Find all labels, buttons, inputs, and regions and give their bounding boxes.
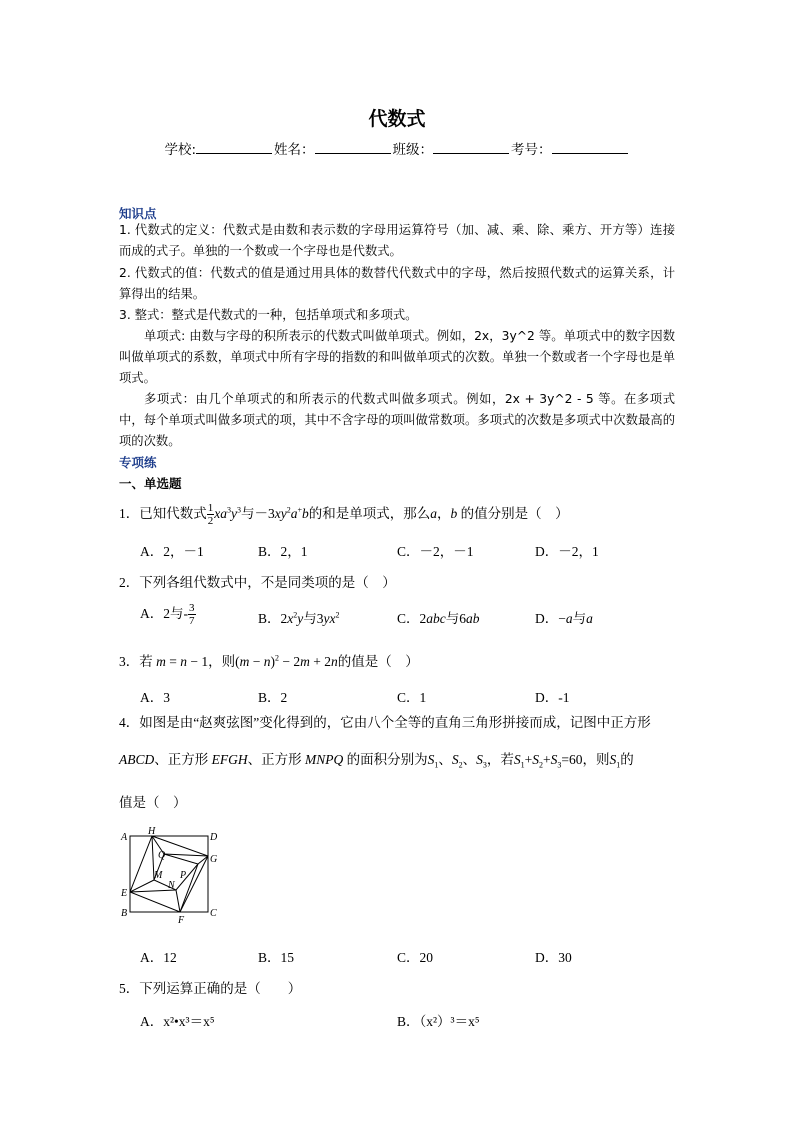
knowledge-p4: 单项式: 由数与字母的积所表示的代数式叫做单项式。例如，2x，3y^2 等。单项式中的数字因数叫做单项式的系数，单项式中所有字母的指数的和叫做单项式的次数。单独一个数或者一个字母也是单项式。 [119, 329, 675, 385]
question-1: 1．已知代数式 $\frac{1}{2}$ $xa^3y^3$与$-3xy^2a^+b$的和是单项式，那么a，b 的值分别是（ ） [119, 502, 569, 528]
student-info-line [0, 138, 794, 158]
label-g: G [210, 854, 218, 865]
q2-a-fraction [188, 602, 196, 627]
school-blank[interactable] [196, 141, 272, 154]
q2-option-d[interactable]: D．−a与a [535, 611, 593, 626]
q1-option-d[interactable]: D．－2，1 [535, 544, 599, 559]
class-label: 班级： [392, 142, 434, 158]
label-n: N [168, 880, 175, 891]
q4-sq2: EFGH [211, 752, 248, 767]
q3-mid: ，则 [208, 654, 236, 669]
q3-prefix: 3．若 [119, 654, 153, 669]
q2-a-num: 3 [189, 602, 195, 615]
number-blank[interactable] [552, 141, 628, 154]
number-label: 考号： [511, 142, 552, 158]
label-e: E [121, 888, 128, 899]
question-2: 2．下列各组代数式中，不是同类项的是（ ） [119, 575, 396, 590]
name-blank[interactable] [315, 141, 391, 154]
knowledge-p5: 多项式：由几个单项式的和所表示的代数式叫做多项式。例如，2x + 3y^2 - 5 等。在多项式中，每个单项式叫做多项式的项，其中不含字母的项叫做常数项。多项式的次数是多项式中次数最高的项的次数。 [119, 392, 675, 448]
q5-option-a[interactable]: A．x²•x³＝x⁵ [140, 1014, 215, 1029]
q3-option-b[interactable]: B．2 [258, 690, 288, 705]
question-3: 3．若 m = n − 1，则$(m - n)^2 - 2m + 2n$的值是（ ） [119, 653, 419, 669]
q4-option-a[interactable]: A．12 [140, 950, 177, 965]
zhao-shuang-figure [118, 826, 222, 926]
q4-t2f: 的 [620, 752, 634, 767]
q4-t2c: 的面积分别为 [346, 752, 428, 767]
knowledge-p1: 1. 代数式的定义：代数式是由数和表示数的字母用运算符号（加、减、乘、除、乘方、开方等）连接而成的式子。单独的一个数或一个字母也是代数式。 [119, 223, 675, 258]
q1-tail: 的值分别是（ ） [460, 506, 569, 521]
q2-d-prefix: D． [535, 611, 559, 626]
knowledge-heading: 知识点 [119, 206, 157, 221]
q2-b-prefix: B． [258, 611, 281, 626]
q4-t2b: 、正方形 [247, 752, 302, 767]
q4-line3: 值是（ ） [119, 794, 187, 810]
practice-heading: 专项练 [119, 455, 157, 470]
q1-option-c[interactable]: C．－2，－1 [397, 544, 474, 559]
label-m: M [154, 870, 163, 881]
knowledge-p2: 2. 代数式的值：代数式的值是通过用具体的数替代代数式中的字母，然后按照代数式的运算关系，计算得出的结果。 [119, 266, 675, 301]
label-b: B [121, 908, 128, 919]
q3-suffix: 的值是（ ） [337, 654, 419, 669]
q4-line1: 4．如图是由“赵爽弦图”变化得到的，它由八个全等的直角三角形拼接而成，记图中正方形 [119, 715, 651, 730]
q3-option-a[interactable]: A．3 [140, 690, 170, 705]
label-f: F [178, 915, 185, 926]
section-heading: 一、单选题 [119, 476, 182, 491]
class-blank[interactable] [433, 141, 509, 154]
fig-line-3 [176, 890, 180, 912]
question-4 [119, 704, 679, 821]
q2-a-prefix: A．2与- [140, 606, 188, 621]
label-p: P [180, 870, 187, 881]
label-d: D [210, 832, 218, 843]
q2-option-a[interactable] [140, 602, 196, 627]
q3-option-c[interactable]: C．1 [397, 690, 427, 705]
q4-t2e: ，则 [582, 752, 610, 767]
q2-d-with: 与 [572, 611, 587, 626]
label-q: Q [158, 850, 166, 861]
q1-option-b[interactable]: B．2，1 [258, 544, 308, 559]
q1-frac-num: 1 [207, 502, 214, 515]
q2-a-den: 7 [189, 615, 195, 628]
school-label: 学校: [164, 142, 197, 158]
q2-b-with: 与 [303, 611, 317, 626]
name-label: 姓名： [274, 142, 315, 158]
question-5: 5．下列运算正确的是（ ） [119, 981, 302, 996]
q4-t2d: ，若 [486, 752, 514, 767]
q1-prefix: 1．已知代数式 [119, 506, 207, 521]
q1-mid: 与 [241, 506, 255, 521]
q3-option-d[interactable]: D．-1 [535, 690, 570, 705]
q1-frac-den: 2 [207, 515, 214, 528]
q1-suffix: 的和是单项式，那么 [308, 506, 431, 521]
label-h: H [148, 826, 156, 837]
q2-c-with: 与 [445, 611, 460, 626]
label-c: C [210, 908, 217, 919]
q4-option-c[interactable]: C．20 [397, 950, 434, 965]
q2-c-prefix: C． [397, 611, 420, 626]
q4-t2a: 、正方形 [154, 752, 209, 767]
q4-option-d[interactable]: D．30 [535, 950, 572, 965]
square-abcd [130, 836, 208, 912]
q4-line2: ABCD、正方形 EFGH、正方形 MNPQ 的面积分别为$S_1$、$S_2$、$S_3$，若$S_1+S_2+S_3=60$，则$S_1$的 [119, 752, 634, 770]
q2-option-c[interactable]: C．2abc与6ab [397, 611, 480, 626]
q5-option-b[interactable]: B．（x²）³＝x⁵ [397, 1014, 480, 1029]
square-efgh [130, 836, 208, 912]
page-title: 代数式 [368, 108, 426, 130]
q4-option-b[interactable]: B．15 [258, 950, 295, 965]
q4-sq3: MNPQ [305, 752, 344, 767]
label-a: A [121, 832, 128, 843]
knowledge-p3: 3. 整式：整式是代数式的一种，包括单项式和多项式。 [119, 308, 418, 322]
q4-sq1: ABCD [119, 752, 155, 767]
q2-option-b[interactable]: B．$2x^2y$与$3yx^2$ [258, 610, 340, 626]
q1-option-a[interactable]: A．2，－1 [140, 544, 204, 559]
